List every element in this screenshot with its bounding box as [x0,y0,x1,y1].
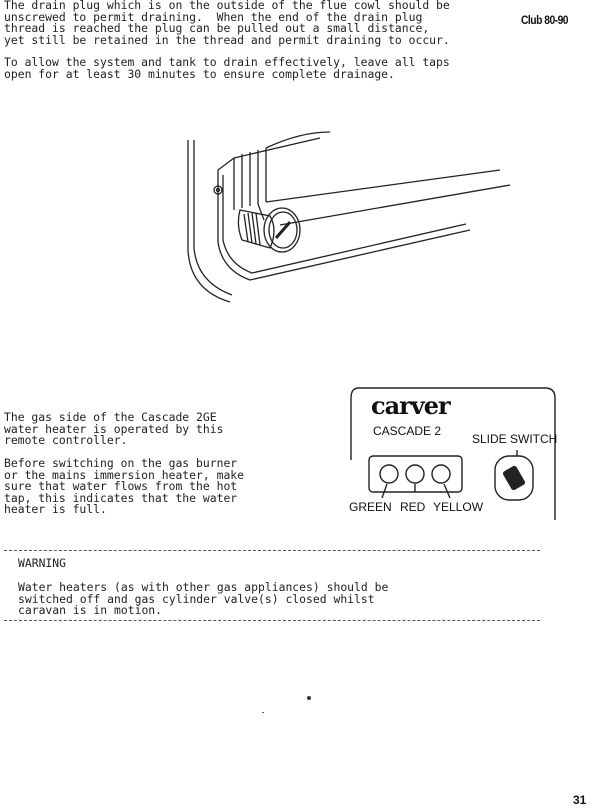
drain-plug-illustration [170,130,550,320]
scan-speck [307,696,311,700]
allow-drain-paragraph: To allow the system and tank to drain effectively, leave all taps open for at least 30 minutes to ensure complete drainage. [4,55,450,81]
before-switching-paragraph: Before switching on the gas burner or the mains immersion heater, make sure that water flows from the hot tap, this indicates that the water heater is full. [4,456,245,517]
model-label: CASCADE 2 [373,424,442,438]
carver-logo: carver [371,391,450,420]
slide-switch-label: SLIDE SWITCH [472,432,558,446]
lamp-label-green: GREEN [349,500,392,514]
gas-side-paragraph: The gas side of the Cascade 2GE water heater is operated by this remote controller. [4,410,224,448]
lamp-label-red: RED [400,500,426,514]
scan-speck [262,712,264,713]
page-number: 31 [573,793,587,807]
drain-plug-paragraph: The drain plug which is on the outside of the flue cowl should be unscrewed to permit draining. When the end of the drain plug thread is reached the plug can be pulled out a small distance, yet still be retained in the thread and permit draining to occur. [4,0,450,47]
warning-title: WARNING [18,556,67,570]
club-badge: Club 80-90 [521,13,569,27]
warning-body: Water heaters (as with other gas appliances) should be switched off and gas cylinder valve(s) closed whilst caravan is in motion. [18,580,389,618]
warning-bottom-rule [4,620,540,621]
remote-controller-diagram [349,386,559,522]
lamp-label-yellow: YELLOW [433,500,484,514]
warning-top-rule [4,550,540,551]
